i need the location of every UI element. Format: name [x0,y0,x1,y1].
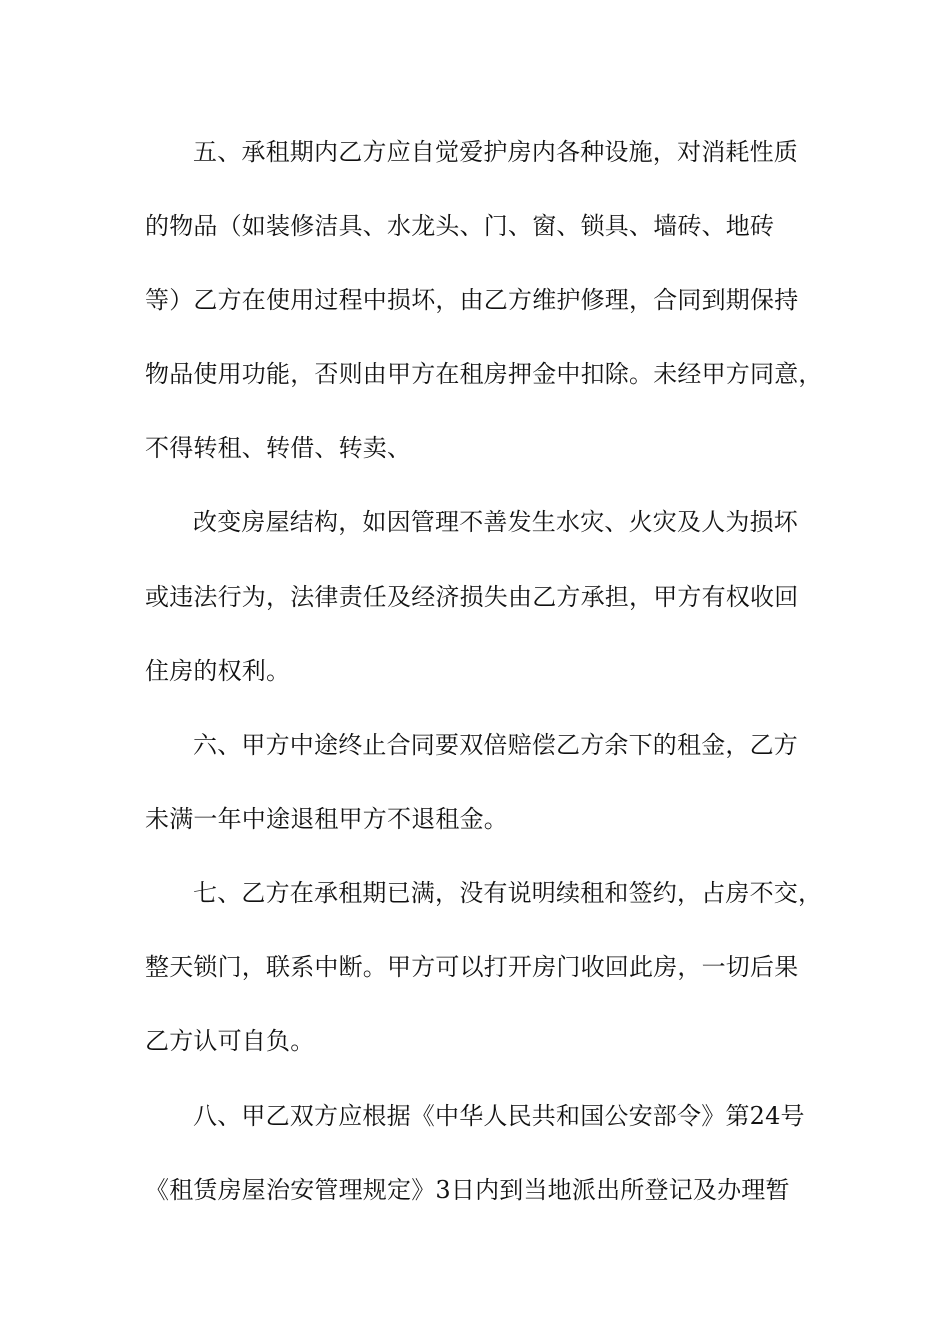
paragraph-5-line-5: 不得转租、转借、转卖、 [145,434,412,462]
paragraph-7-line-3: 乙方认可自负。 [145,1027,315,1055]
paragraph-8-line-1: 八、甲乙双方应根据《中华人民共和国公安部令》第24号 [193,1102,805,1130]
paragraph-6-line-1: 六、甲方中途终止合同要双倍赔偿乙方余下的租金，乙方 [193,731,798,759]
paragraph-7-line-1: 七、乙方在承租期已满，没有说明续租和签约，占房不交， [193,879,823,907]
paragraph-6-line-2: 未满一年中途退租甲方不退租金。 [145,805,508,833]
paragraph-5-line-3: 等）乙方在使用过程中损坏，由乙方维护修理，合同到期保持 [145,286,799,314]
paragraph-5-line-2: 的物品（如装修洁具、水龙头、门、窗、锁具、墙砖、地砖 [145,212,775,240]
paragraph-5b-line-1: 改变房屋结构，如因管理不善发生水灾、火灾及人为损坏 [193,508,798,536]
paragraph-5b-line-3: 住房的权利。 [145,657,291,685]
paragraph-7-line-2: 整天锁门，联系中断。甲方可以打开房门收回此房，一切后果 [145,953,799,981]
paragraph-5b-line-2: 或违法行为，法律责任及经济损失由乙方承担，甲方有权收回 [145,583,799,611]
paragraph-5-line-4: 物品使用功能，否则由甲方在租房押金中扣除。未经甲方同意， [145,360,823,388]
paragraph-8-line-2: 《租赁房屋治安管理规定》3日内到当地派出所登记及办理暂 [145,1176,790,1204]
paragraph-5-line-1: 五、承租期内乙方应自觉爱护房内各种设施，对消耗性质 [193,138,798,166]
